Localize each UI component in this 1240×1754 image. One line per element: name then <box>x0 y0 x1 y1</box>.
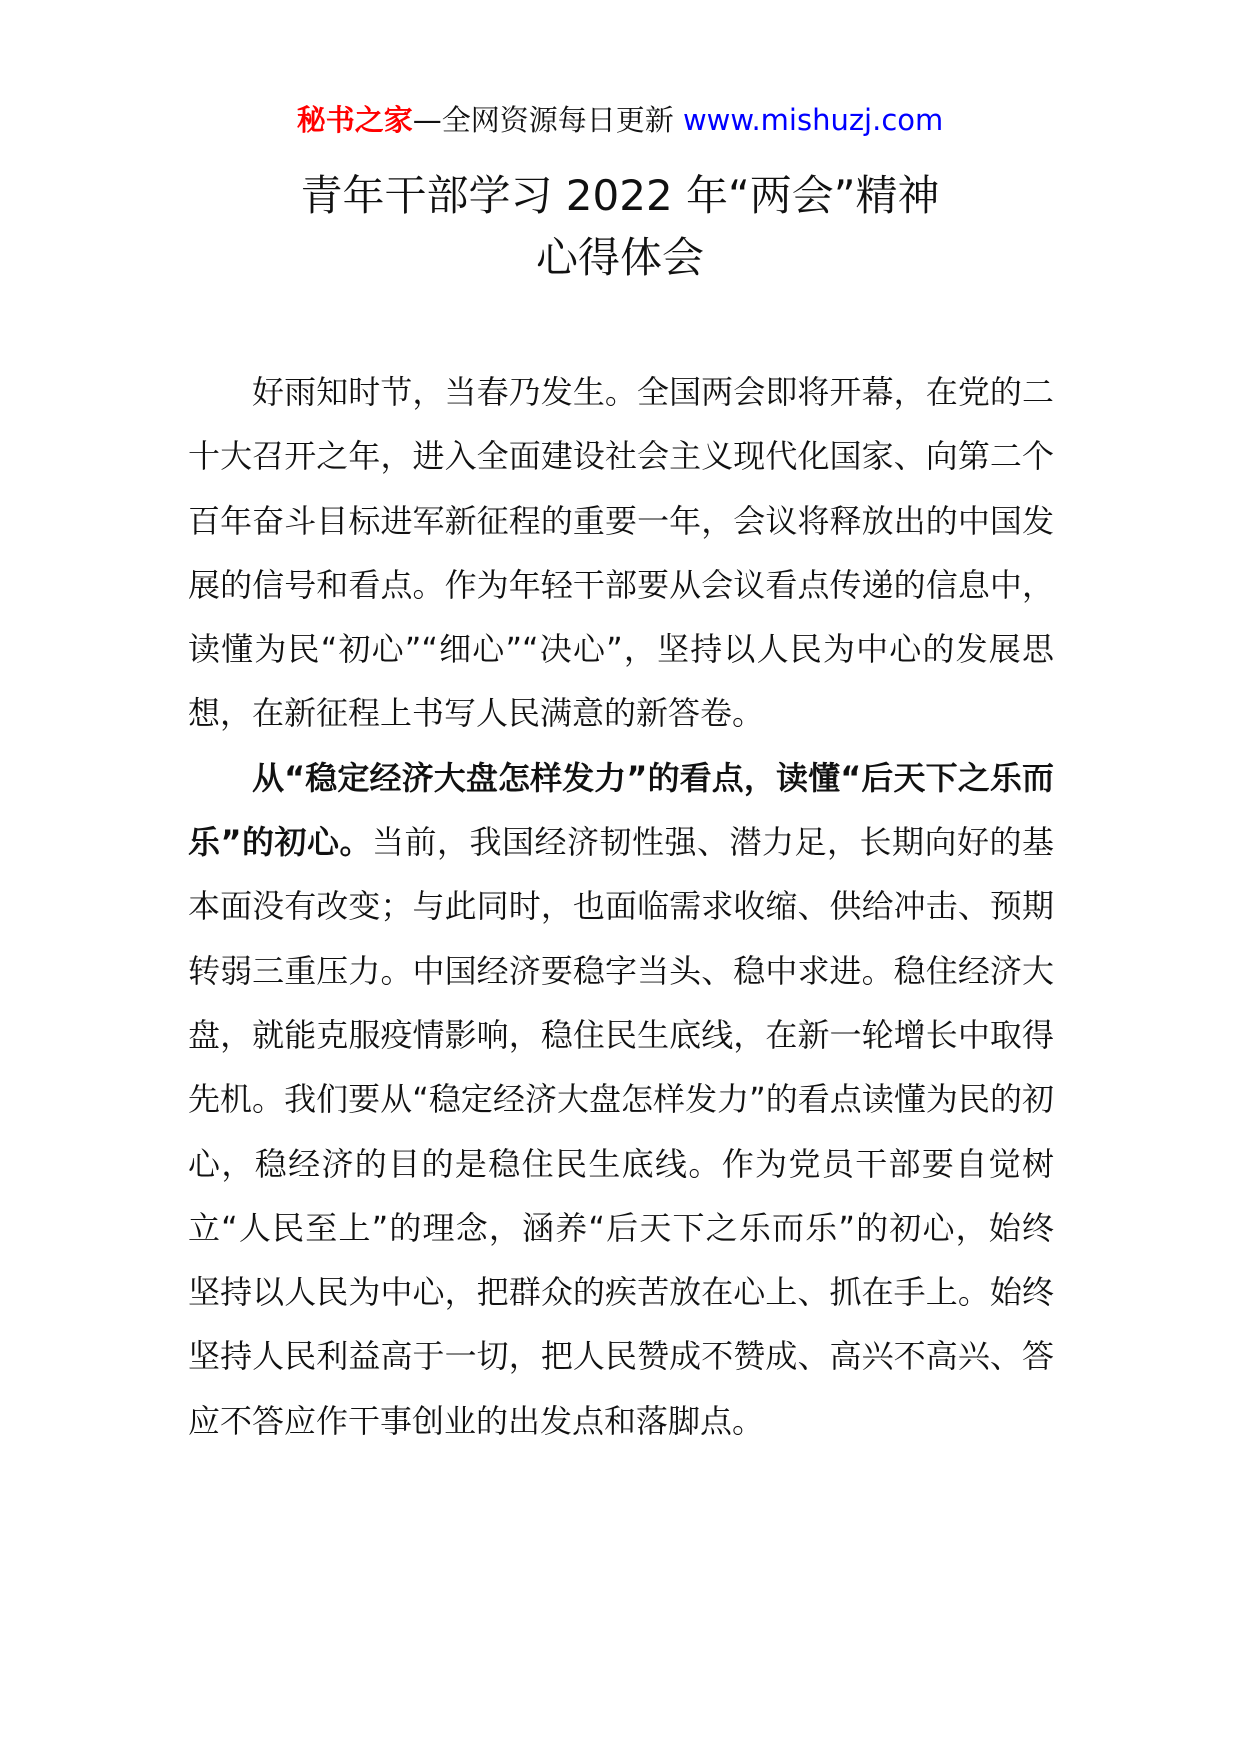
title-line-2: 心得体会 <box>535 233 704 282</box>
paragraph-1-text: 好雨知时节，当春乃发生。全国两会即将开幕，在党的二十大召开之年，进入全面建设社会主义现代化国家、向第二个百年奋斗目标进军新征程的重要一年，会议将释放出的中国发展的信号和看点。作为年轻干部要从会议看点传递的信息中，读懂为民“初心”“细心”“决心”，坚持以人民为中心的发展思想，在新征程上书写人民满意的新答卷。 <box>188 373 1054 733</box>
paragraph-2 <box>188 746 1054 1453</box>
site-header <box>0 100 1240 140</box>
brand-name: 秘书之家 <box>296 103 413 137</box>
document-title <box>0 165 1240 289</box>
header-tagline: —全网资源每日更新 <box>412 103 674 137</box>
document-body <box>188 360 1054 1453</box>
paragraph-2-heading: 从“稳定经济大盘怎样发力”的看点，读懂“后天下之乐而乐”的初心。 <box>188 758 1054 862</box>
site-url-link[interactable]: www.mishuzj.com <box>682 103 944 137</box>
paragraph-2-text: 当前，我国经济韧性强、潜力足，长期向好的基本面没有改变；与此同时，也面临需求收缩、供给冲击、预期转弱三重压力。中国经济要稳字当头、稳中求进。稳住经济大盘，就能克服疫情影响，稳住民生底线，在新一轮增长中取得先机。我们要从“稳定经济大盘怎样发力”的看点读懂为民的初心，稳经济的目的是稳住民生底线。作为党员干部要自觉树立“人民至上”的理念，涵养“后天下之乐而乐”的初心，始终坚持以人民为中心，把群众的疾苦放在心上、抓在手上。始终坚持人民利益高于一切，把人民赞成不赞成、高兴不高兴、答应不答应作干事创业的出发点和落脚点。 <box>188 823 1054 1440</box>
title-line-1: 青年干部学习 2022 年“两会”精神 <box>300 171 940 220</box>
paragraph-1 <box>188 360 1054 746</box>
